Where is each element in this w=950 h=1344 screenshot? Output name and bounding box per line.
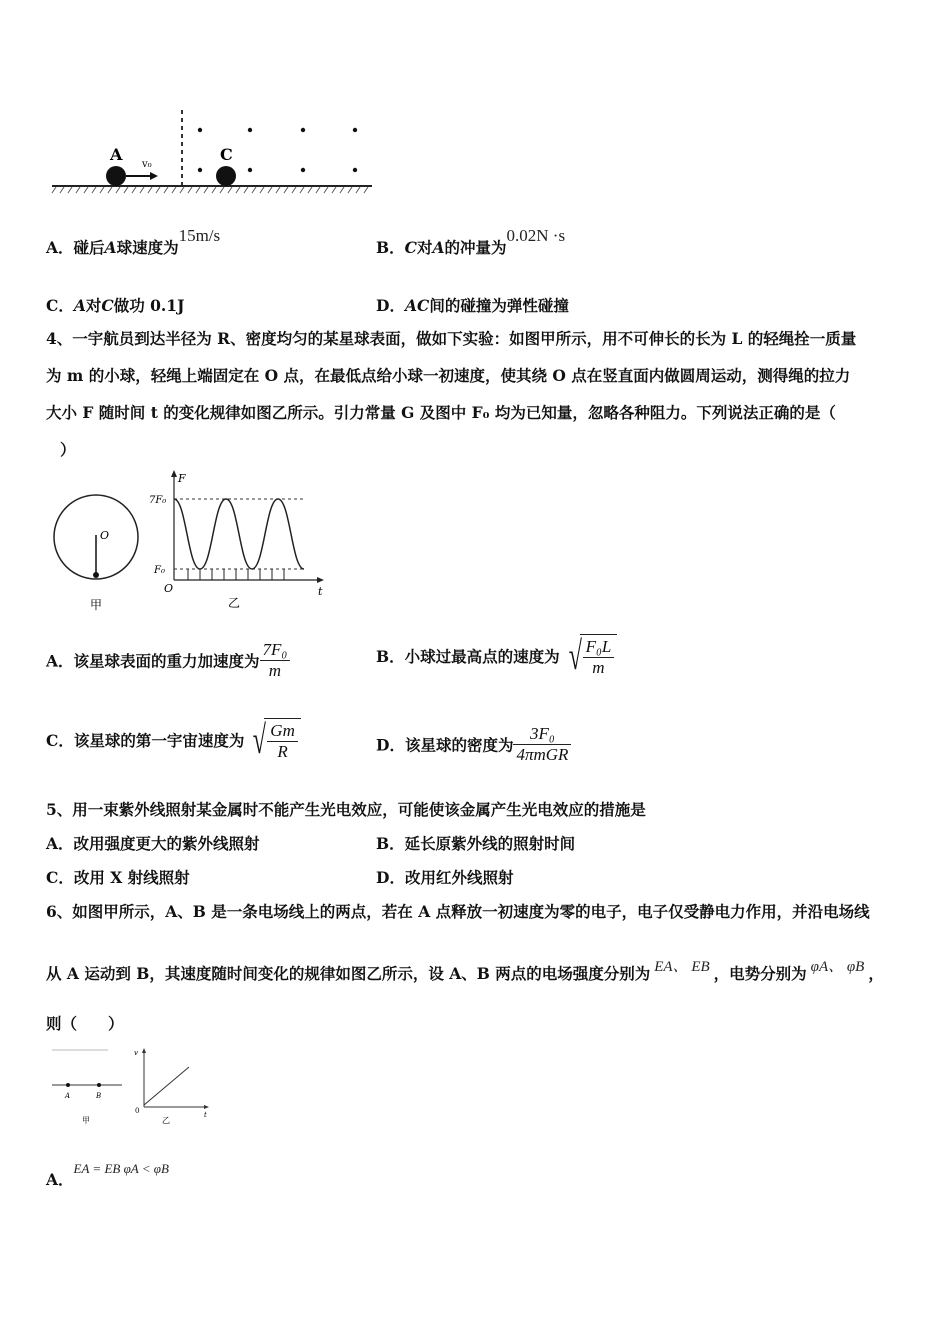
q3-option-b: B．C对A的冲量为0.02N ·s bbox=[376, 226, 566, 257]
q5-option-a: A．改用强度更大的紫外线照射 bbox=[46, 834, 260, 853]
label-jia: 甲 bbox=[90, 598, 103, 612]
label-c: C bbox=[220, 145, 233, 164]
figure-vt-graph-yi bbox=[128, 1045, 213, 1130]
q6-stem-line2: 从 A 运动到 B，其速度随时间变化的规律如图乙所示，设 A、B 两点的电场强度分别为 EA、 EB ，电势分别为 φA、 φB ， bbox=[46, 959, 884, 983]
origin-o: O bbox=[164, 582, 174, 595]
q5-option-b: B．延长原紫外线的照射时间 bbox=[376, 834, 576, 853]
origin-0: 0 bbox=[135, 1107, 140, 1115]
q4-stem-line1: 4、一宇航员到达半径为 R、密度均匀的某星球表面，做如下实验：如图甲所示，用不可伸长的长为 L 的轻绳拴一质量 bbox=[46, 329, 857, 348]
q4-option-d: D．该星球的密度为 $\frac{\text{3F₀}}{\text{4πmGR}}$ bbox=[376, 724, 571, 765]
label-yi-6: 乙 bbox=[162, 1116, 170, 1125]
point-o: O bbox=[100, 529, 110, 542]
q4-option-a: A．该星球表面的重力加速度为 $\frac{\text{7F₀}}{m}$ bbox=[46, 640, 290, 681]
axis-t-6: t bbox=[204, 1111, 207, 1119]
tick-7f0: 7F₀ bbox=[149, 495, 167, 506]
figure-field-line-jia bbox=[48, 1045, 128, 1130]
q4-stem-line3: 大小 F 随时间 t 的变化规律如图乙所示。引力常量 G 及图中 F₀ 均为已知量，忽略各种阻力。下列说法正确的是（ bbox=[46, 403, 836, 422]
axis-f: F bbox=[178, 472, 186, 485]
q6-stem-line3: 则（ ） bbox=[46, 1014, 124, 1033]
point-b: B bbox=[96, 1092, 102, 1100]
label-a: A bbox=[110, 145, 123, 164]
figure-force-graph-yi bbox=[148, 468, 333, 613]
ball-a bbox=[106, 166, 126, 186]
q5-option-d: D．改用红外线照射 bbox=[376, 868, 514, 887]
label-yi: 乙 bbox=[228, 596, 241, 610]
q3-option-a: A．碰后A球速度为15m/s bbox=[46, 226, 221, 257]
q6-stem-line1: 6、如图甲所示，A、B 是一条电场线上的两点，若在 A 点释放一初速度为零的电子，电子仅受静电力作用，并沿电场线 bbox=[46, 902, 870, 921]
ball-c bbox=[216, 166, 236, 186]
q4-option-b: B．小球过最高点的速度为 √ $\frac{\text{F₀L}}{m}$ bbox=[376, 634, 617, 678]
point-a: A bbox=[65, 1092, 71, 1100]
q5-option-c: C．改用 X 射线照射 bbox=[46, 868, 190, 887]
axis-v: v bbox=[134, 1049, 138, 1057]
q6-option-a: A．$^{EA = EB \varphi A < \varphi B}$ bbox=[46, 1161, 169, 1189]
label-jia-6: 甲 bbox=[82, 1116, 90, 1125]
q4-stem-line2: 为 m 的小球，轻绳上端固定在 O 点，在最低点给小球一初速度，使其绕 O 点在竖直面内做圆周运动，测得绳的拉力 bbox=[46, 366, 851, 385]
q5-stem: 5、用一束紫外线照射某金属时不能产生光电效应，可能使该金属产生光电效应的措施是 bbox=[46, 800, 646, 819]
axis-t: t bbox=[318, 585, 323, 598]
q3-option-d: D．AC间的碰撞为弹性碰撞 bbox=[376, 296, 569, 315]
tick-f0: F₀ bbox=[154, 565, 165, 576]
label-v: v₀ bbox=[142, 159, 152, 170]
figure-circle-jia bbox=[48, 485, 148, 615]
figure-collision bbox=[50, 105, 380, 200]
q4-option-c: C．该星球的第一宇宙速度为 √ $\frac{Gm}{R}$ bbox=[46, 718, 301, 762]
q3-option-c: C．A对C做功 0.1J bbox=[46, 296, 185, 315]
q4-stem-line4: ） bbox=[60, 440, 76, 459]
